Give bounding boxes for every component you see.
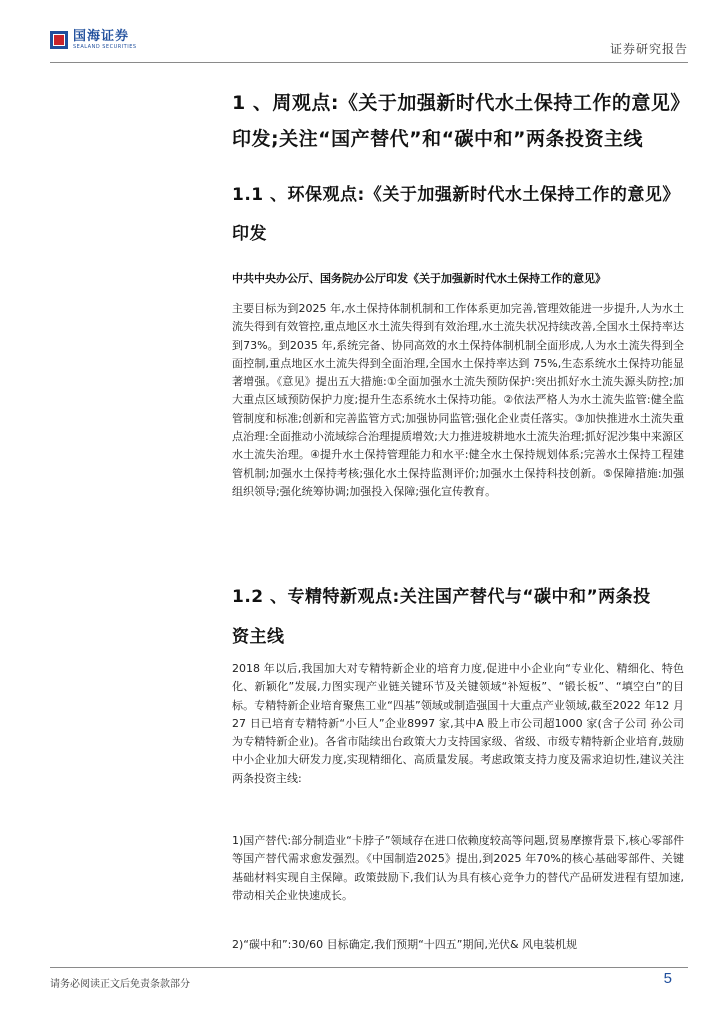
section-1-2-paragraph-1 [232, 660, 684, 788]
section-1-2-title-line-2: 资主线 [232, 627, 285, 647]
section-1-1-paragraph [232, 300, 684, 501]
section-1-1-title-line-1: 1.1 、环保观点:《关于加强新时代水土保持工作的意见》 [232, 185, 680, 205]
section-1-2-title-line-1: 1.2 、专精特新观点:关注国产替代与“碳中和”两条投 [232, 587, 651, 607]
header-divider [50, 62, 688, 63]
logo-mark-icon [50, 31, 68, 49]
section-1-1-title-line-2: 印发 [232, 224, 267, 244]
paragraph-text: 1)国产替代:部分制造业“卡脖子”领域存在进口依赖度较高等问题,贸易摩擦背景下,核心零部件等国产替代需求愈发强烈。《中国制造2025》提出,到2025 年70%的核心基础零部件、关键基础材料实现自主保障。政策鼓励下,我们认为具有核心竞争力的替代产品研发进程有望加速,带动相关企业快速成长。 [232, 834, 684, 902]
section-1-2-paragraph-3 [232, 936, 684, 956]
page-number: 5 [663, 970, 672, 987]
section-1-1-subheading: 中共中央办公厅、国务院办公厅印发《关于加强新时代水土保持工作的意见》 [232, 272, 606, 285]
section-1-2-paragraph-2 [232, 832, 684, 905]
page-header [0, 0, 724, 64]
paragraph-text: 2018 年以后,我国加大对专精特新企业的培育力度,促进中小企业向“专业化、精细化、特色化、新颖化”发展,力图实现产业链关键环节及关键领域“补短板”、“锻长板”、“填空白”的目标。专精特新企业培育聚焦工业“四基”领域或制造强国十大重点产业领域,截至2022 年12 月27 日已培育专精特新“小巨人”企业8997 家,其中A 股上市公司超1000 家(含子公司 孙公司为专精特新企业)。各省市陆续出台政策大力支持国家级、省级、市级专精特新企业培育,鼓励中小企业加大研发力度,实现精细化、高质量发展。考虑政策支持力度及需求迫切性,建议关注两条投资主线: [232, 662, 684, 785]
company-logo [50, 30, 137, 50]
section-1-title-line-2: 印发;关注“国产替代”和“碳中和”两条投资主线 [232, 128, 644, 150]
paragraph-text: 2)“碳中和”:30/60 目标确定,我们预期“十四五”期间,光伏& 风电装机规 [232, 938, 578, 951]
section-1-title-line-1: 1 、周观点:《关于加强新时代水土保持工作的意见》 [232, 92, 690, 114]
report-type-label: 证券研究报告 [609, 42, 688, 56]
paragraph-text: 主要目标为到2025 年,水土保持体制机制和工作体系更加完善,管理效能进一步提升,人为水土流失得到有效管控,重点地区水土流失得到有效治理,水土流失状况持续改善,全国水土保持率达到73%。到2035 年,系统完备、协同高效的水土保持体制机制全面形成,人为水土流失得到全面控制,重点地区水土流失得到全面治理,全国水土保持率达到 75%,生态系统水土保持功能显著增强。《意见》提出五大措施:①全面加强水土流失预防保护:突出抓好水土流失源头防控;加大重点区域预防保护力度;提升生态系统水土保持功能。②依法严格人为水土流失监管:健全监管制度和标准;创新和完善监管方式;加强协同监管;强化企业责任落实。③加快推进水土流失重点治理:全面推动小流域综合治理提质增效;大力推进坡耕地水土流失治理;抓好泥沙集中来源区水土流失治理。④提升水土保持管理能力和水平:健全水土保持规划体系;完善水土保持工程建管机制;加强水土保持考核;强化水土保持监测评价;加强水土保持科技创新。⑤保障措施:加强组织领导;强化统筹协调;加强投入保障;强化宣传教育。 [232, 302, 684, 498]
logo-english-name: SEALAND SECURITIES [73, 44, 137, 50]
footer-divider [50, 967, 688, 968]
footer-disclaimer: 请务必阅读正文后免责条款部分 [50, 979, 190, 990]
logo-name: 国海证券 [73, 29, 130, 44]
